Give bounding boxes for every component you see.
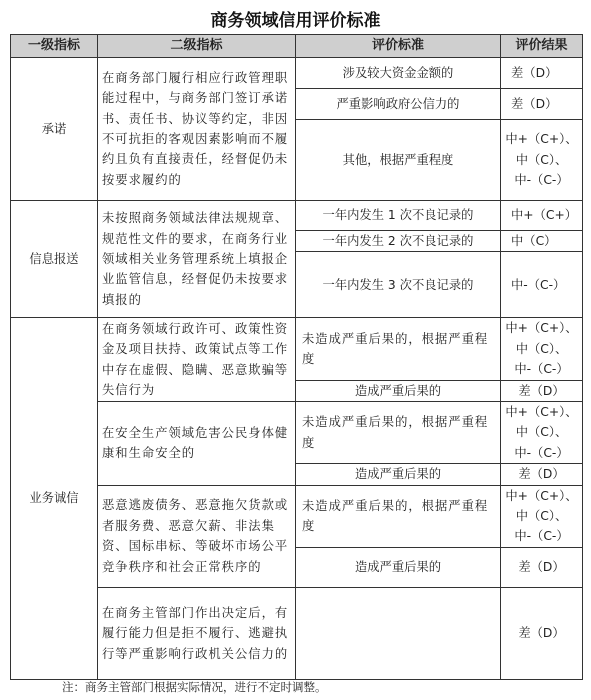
result-text: 中（C） [501, 231, 583, 252]
criteria-text: 一年内发生 3 次不良记录的 [296, 252, 501, 318]
result-text: 中+（C+）、 中（C）、 中-（C-） [501, 402, 583, 464]
result-text: 中+（C+）、 中（C）、 中-（C-） [501, 318, 583, 380]
secondary-indicator: 在商务领域行政许可、政策性资金及项目扶持、政策试点等工作中存在虚假、隐瞒、恶意欺骗等失信行为 [98, 318, 296, 402]
secondary-indicator: 在商务主管部门作出决定后，有履行能力但是拒不履行、逃避执行等严重影响行政机关公信力的 [98, 587, 296, 679]
secondary-indicator: 在安全生产领域危害公民身体健康和生命安全的 [98, 402, 296, 486]
table-row [11, 318, 583, 380]
header-criteria: 评价标准 [296, 35, 501, 58]
criteria-text: 造成严重后果的 [296, 547, 501, 587]
criteria-text: 涉及较大资金金额的 [296, 58, 501, 89]
header-level1: 一级指标 [11, 35, 98, 58]
result-text: 差（D） [501, 464, 583, 485]
criteria-text: 造成严重后果的 [296, 464, 501, 485]
result-text: 差（D） [501, 89, 583, 120]
section-name: 业务诚信 [11, 318, 98, 679]
result-text: 差（D） [501, 380, 583, 401]
table-row [11, 58, 583, 89]
footnote: 注：商务主管部门根据实际情况，进行不定时调整。 [62, 680, 327, 694]
section-name: 信息报送 [11, 201, 98, 318]
criteria-text: 未造成严重后果的，根据严重程度 [296, 318, 501, 380]
secondary-indicator: 恶意逃废债务、恶意拖欠货款或者服务费、恶意欠薪、非法集资、国标串标、等破坏市场公平竞争秩序和社会正常秩序的 [98, 485, 296, 587]
document-title: 商务领域信用评价标准 [210, 11, 381, 31]
credit-evaluation-table [10, 34, 583, 680]
result-text: 差（D） [501, 58, 583, 89]
table-header-row [11, 35, 583, 58]
section-name: 承诺 [11, 58, 98, 201]
secondary-indicator: 在商务部门履行相应行政管理职能过程中，与商务部门签订承诺书、责任书、协议等约定，非因不可抗拒的客观因素影响而不履约且负有直接责任，经督促仍未按要求履约的 [98, 58, 296, 201]
secondary-indicator: 未按照商务领域法律法规规章、规范性文件的要求，在商务行业领域相关业务管理系统上填报企业监管信息，经督促仍未按要求填报的 [98, 201, 296, 318]
table-row [11, 201, 583, 231]
criteria-text: 一年内发生 2 次不良记录的 [296, 231, 501, 252]
result-text: 中+（C+） [501, 201, 583, 231]
criteria-text: 一年内发生 1 次不良记录的 [296, 201, 501, 231]
result-text: 中+（C+）、 中（C）、 中-（C-） [501, 485, 583, 547]
result-text: 差（D） [501, 587, 583, 679]
criteria-text: 其他，根据严重程度 [296, 120, 501, 201]
header-level2: 二级指标 [98, 35, 296, 58]
result-text: 中+（C+）、 中（C）、 中-（C-） [501, 120, 583, 201]
header-result: 评价结果 [501, 35, 583, 58]
criteria-text: 严重影响政府公信力的 [296, 89, 501, 120]
criteria-text: 造成严重后果的 [296, 380, 501, 401]
criteria-text: 未造成严重后果的，根据严重程度 [296, 402, 501, 464]
result-text: 中-（C-） [501, 252, 583, 318]
result-text: 差（D） [501, 547, 583, 587]
criteria-text: 未造成严重后果的，根据严重程度 [296, 485, 501, 547]
criteria-text [296, 587, 501, 679]
